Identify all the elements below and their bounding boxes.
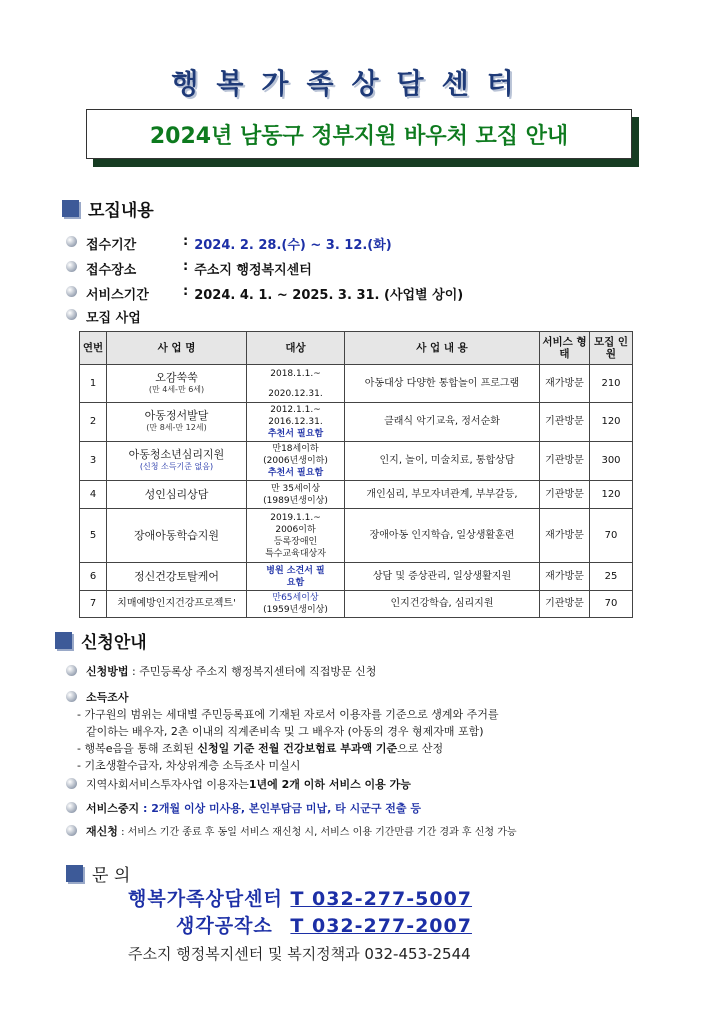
- target-note: 추천서 필요함: [267, 468, 324, 478]
- income-label: 소득조사: [86, 691, 129, 704]
- row-type: 기관방문: [540, 403, 590, 442]
- row-content: 개인심리, 부모자녀관계, 부부갈등,: [345, 481, 540, 509]
- table-header-row: [80, 332, 633, 365]
- row-count: 210: [590, 365, 633, 403]
- target-line: 등록장애인: [273, 536, 318, 547]
- row-name-cell: [107, 481, 247, 509]
- program-sub: (만 8세-만 12세): [146, 423, 207, 432]
- row-content: 클래식 악기교육, 정서순화: [345, 403, 540, 442]
- info-label: 접수기간: [86, 238, 137, 253]
- row-count: 120: [590, 481, 633, 509]
- section-contact: [66, 861, 130, 886]
- info-programs: [66, 307, 141, 326]
- target-line: 2016.12.31.: [268, 417, 323, 427]
- target-line: 만65세이상: [272, 593, 319, 603]
- contact-phone: T 032-277-5007: [290, 888, 473, 910]
- row-content: 상담 및 증상관리, 일상생활지원: [345, 563, 540, 591]
- row-content: 인지, 놀이, 미술치료, 통합상담: [345, 442, 540, 481]
- header-count: 모집 인원: [590, 332, 633, 365]
- info-place: 접수장소 : 주소지 행정복지센터: [66, 259, 312, 278]
- section-square-icon: [66, 865, 83, 882]
- header-no: 연번: [80, 332, 107, 365]
- reapply-text: : 서비스 기간 종료 후 동일 서비스 재신청 시, 서비스 이용 기간만큼 기간 경과 후 신청 가능: [121, 827, 517, 838]
- program-name: 장애아동학습지원: [133, 528, 219, 542]
- contact-name: 생각공작소: [176, 915, 273, 937]
- row-name-cell: [107, 365, 247, 403]
- table-row: [80, 481, 633, 509]
- income-line-3: [77, 740, 443, 756]
- income-line-3-b: 신청일 기준 전월 건강보험료 부과액 기준: [197, 742, 398, 755]
- bullet-icon: [66, 691, 77, 702]
- target-line: 2006이하: [275, 524, 316, 535]
- program-table: [79, 331, 633, 618]
- row-count: 70: [590, 509, 633, 563]
- bullet-icon: [66, 802, 77, 813]
- bullet-icon: [66, 236, 77, 247]
- row-name-cell: [107, 563, 247, 591]
- row-no: 6: [80, 563, 107, 591]
- row-name-cell: [107, 591, 247, 618]
- header-target: 대상: [247, 332, 345, 365]
- contact-center: [128, 884, 472, 911]
- program-sub: (신청 소득기준 없음): [139, 462, 214, 471]
- target-line: (1989년생이상): [263, 495, 328, 506]
- row-target: [247, 481, 345, 509]
- info-label: 접수장소: [86, 263, 137, 278]
- program-name: 정신건강토탈케어: [133, 569, 219, 583]
- info-label: 모집 사업: [86, 311, 141, 326]
- apply-stop: [66, 800, 421, 816]
- stop-label: 서비스중지: [86, 802, 140, 815]
- row-target: [247, 563, 345, 591]
- bullet-icon: [66, 778, 77, 789]
- target-line: 2019.1.1.~: [270, 512, 321, 523]
- target-note: 병원 소견서 필요함: [266, 565, 325, 588]
- program-sub: (만 4세-만 6세): [148, 384, 205, 394]
- row-type: 기관방문: [540, 481, 590, 509]
- section-apply: [55, 628, 147, 653]
- row-no: 2: [80, 403, 107, 442]
- apply-method: [66, 663, 376, 679]
- income-line-3-c: 으로 산정: [397, 742, 444, 755]
- row-target: [247, 591, 345, 618]
- contact-name: 행복가족상담센터: [128, 888, 283, 910]
- target-line: 2012.1.1.~: [270, 405, 321, 415]
- row-target: [247, 509, 345, 563]
- income-line-2: 같이하는 배우자, 2촌 이내의 직계존비속 및 그 배우자 (아동의 경우 형제자매 포함): [86, 725, 484, 738]
- banner-title: 2024년 남동구 정부지원 바우처 모집 안내: [86, 109, 632, 159]
- target-line: 만18세이하: [272, 444, 319, 454]
- method-text: : 주민등록상 주소지 행정복지센터에 직접방문 신청: [132, 665, 377, 678]
- org-title: 행복가족상담센터: [171, 67, 532, 100]
- reapply-label: 재신청: [86, 825, 118, 838]
- row-target: [247, 365, 345, 403]
- bullet-icon: [66, 665, 77, 676]
- row-target: [247, 403, 345, 442]
- table-row: [80, 591, 633, 618]
- table-row: [80, 403, 633, 442]
- apply-income: [66, 689, 129, 705]
- table-row: [80, 365, 633, 403]
- target-line: 만 35세이상: [270, 483, 321, 494]
- row-no: 5: [80, 509, 107, 563]
- target-line: (2006년생이하): [263, 456, 328, 466]
- apply-limit: [66, 776, 411, 792]
- apply-reapply: [66, 823, 517, 839]
- target-line: (1959년생이상): [263, 605, 328, 615]
- header-content: 사 업 내 용: [345, 332, 540, 365]
- section-square-icon: [55, 632, 72, 649]
- info-value: 2024. 4. 1. ~ 2025. 3. 31. (사업별 상이): [194, 288, 464, 303]
- table-row: [80, 563, 633, 591]
- limit-text-a: 지역사회서비스투자사업 이용자는: [86, 778, 249, 791]
- bullet-icon: [66, 825, 77, 836]
- row-name-cell: [107, 403, 247, 442]
- contact-workshop: [176, 911, 472, 938]
- contact-phone: T 032-277-2007: [290, 915, 472, 937]
- info-value: 2024. 2. 28.(수) ~ 3. 12.(화): [194, 238, 392, 253]
- row-count: 120: [590, 403, 633, 442]
- header-type: 서비스 형태: [540, 332, 590, 365]
- program-name: 치매예방인지건강프로젝트': [117, 598, 236, 609]
- income-line-1: - 가구원의 범위는 세대별 주민등록표에 기재된 자로서 이용자를 기준으로 생계와 주거를: [77, 708, 499, 721]
- row-type: 재가방문: [540, 365, 590, 403]
- stop-text: : 2개월 이상 미사용, 본인부담금 미납, 타 시군구 전출 등: [142, 802, 422, 815]
- bullet-icon: [66, 261, 77, 272]
- info-period: 접수기간 : 2024. 2. 28.(수) ~ 3. 12.(화): [66, 234, 392, 253]
- bullet-icon: [66, 286, 77, 297]
- section-title: 문 의: [92, 866, 131, 886]
- info-label: 서비스기간: [86, 288, 149, 303]
- target-line: 특수교육대상자: [265, 548, 326, 559]
- row-content: 장애아동 인지학습, 일상생활훈련: [345, 509, 540, 563]
- row-name-cell: [107, 442, 247, 481]
- limit-text-b: 1년에 2개 이하 서비스 이용 가능: [248, 778, 411, 791]
- method-label: 신청방법: [86, 665, 129, 678]
- row-no: 7: [80, 591, 107, 618]
- table-row: [80, 509, 633, 563]
- info-value: 주소지 행정복지센터: [194, 263, 312, 278]
- program-name: 성인심리상담: [144, 487, 209, 501]
- target-note: 추천서 필요함: [267, 429, 324, 439]
- section-title: 신청안내: [81, 633, 147, 653]
- address-line: 주소지 행정복지센터 및 복지정책과 032-453-2544: [128, 945, 471, 963]
- income-line-3-a: - 행복e음을 통해 조회된: [77, 742, 198, 755]
- income-line-4: - 기초생활수급자, 차상위계층 소득조사 미실시: [77, 759, 301, 772]
- section-square-icon: [62, 200, 79, 217]
- target-line: 2020.12.31.: [268, 388, 323, 399]
- program-name: 아동정서발달: [144, 409, 209, 422]
- row-content: 아동대상 다양한 통합놀이 프로그램: [345, 365, 540, 403]
- row-type: 재가방문: [540, 563, 590, 591]
- row-type: 재가방문: [540, 509, 590, 563]
- row-count: 300: [590, 442, 633, 481]
- section-title: 모집내용: [88, 201, 154, 221]
- target-line: 2018.1.1.~: [270, 368, 321, 379]
- row-type: 기관방문: [540, 442, 590, 481]
- row-target: [247, 442, 345, 481]
- row-content: 인지건강학습, 심리지원: [345, 591, 540, 618]
- header-name: 사 업 명: [107, 332, 247, 365]
- row-count: 70: [590, 591, 633, 618]
- program-name: 오감쑥쑥: [155, 370, 198, 384]
- section-recruit: [62, 196, 154, 221]
- row-no: 3: [80, 442, 107, 481]
- row-type: 기관방문: [540, 591, 590, 618]
- row-count: 25: [590, 563, 633, 591]
- row-no: 1: [80, 365, 107, 403]
- row-name-cell: [107, 509, 247, 563]
- bullet-icon: [66, 309, 77, 320]
- program-name: 아동청소년심리지원: [128, 448, 225, 461]
- info-service-period: 서비스기간 : 2024. 4. 1. ~ 2025. 3. 31. (사업별 상이): [66, 284, 463, 303]
- row-no: 4: [80, 481, 107, 509]
- table-row: [80, 442, 633, 481]
